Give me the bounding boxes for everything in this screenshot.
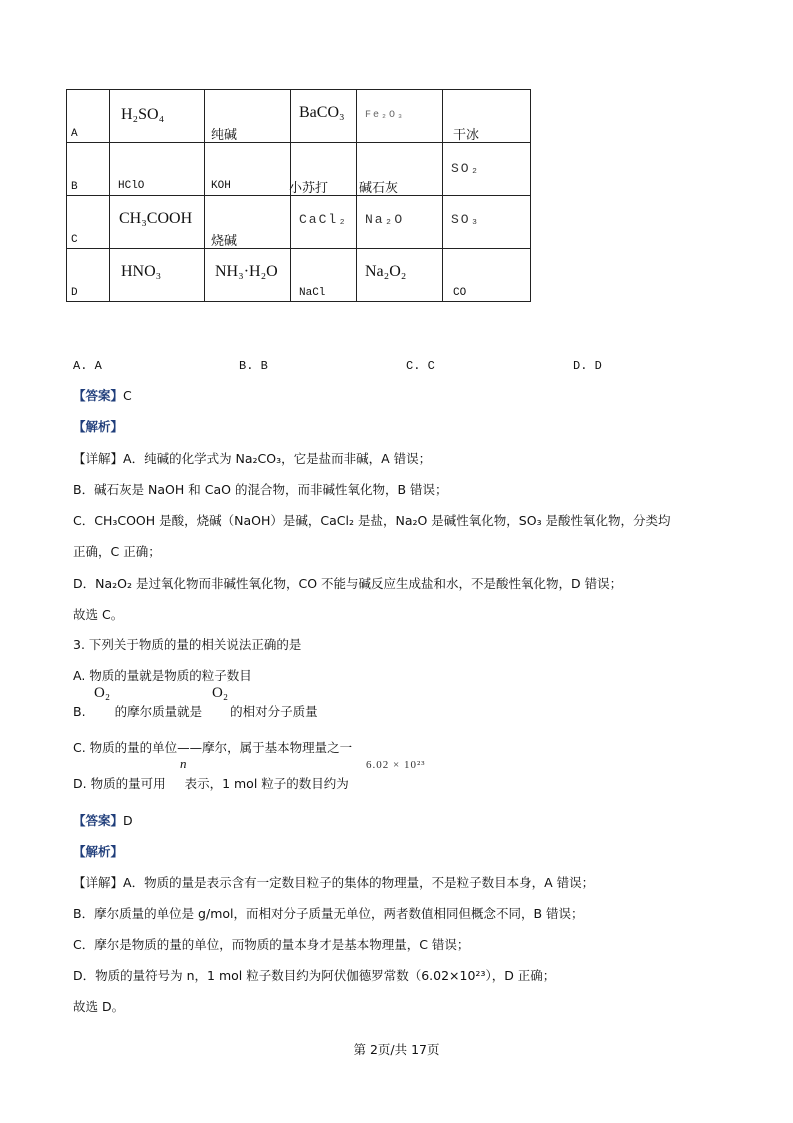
explanation-line: B．碱石灰是 NaOH 和 CaO 的混合物，而非碱性氧化物，B 错误； bbox=[73, 482, 448, 497]
table-row bbox=[67, 249, 531, 302]
explanation-line: D．Na₂O₂ 是过氧化物而非碱性氧化物，CO 不能与碱反应生成盐和水，不是酸性氧化物，D 错误； bbox=[73, 576, 623, 591]
explanation-line: C．CH₃COOH 是酸，烧碱（NaOH）是碱，CaCl₂ 是盐，Na₂O 是碱性氧化物，SO₃ 是酸性氧化物，分类均 bbox=[73, 513, 671, 528]
analysis-tag: 【解析】 bbox=[73, 844, 124, 859]
option-a: A. 物质的量就是物质的粒子数目 bbox=[73, 668, 252, 683]
formula-o2: O₂ bbox=[212, 685, 229, 701]
row-label: D bbox=[71, 287, 78, 299]
explanation-line bbox=[73, 450, 431, 468]
row-label: B bbox=[71, 181, 78, 193]
name-cell: 小苏打 bbox=[289, 181, 329, 196]
explanation-line: 故选 C。 bbox=[73, 607, 124, 622]
explanation-line: 正确，C 正确； bbox=[73, 544, 161, 559]
option-d-label: D. 物质的量可用 bbox=[73, 776, 166, 791]
explanation-line bbox=[73, 874, 594, 892]
formula-cell: Na₂O₂ bbox=[365, 263, 407, 280]
formula-cell: CaCl₂ bbox=[299, 212, 349, 227]
analysis-line bbox=[73, 418, 123, 436]
formula-cell: NaCl bbox=[299, 287, 326, 299]
formula-o2: O₂ bbox=[94, 685, 111, 701]
answer-tag: 【答案】 bbox=[73, 388, 124, 403]
formula-cell: Fe₂O₃ bbox=[365, 110, 406, 121]
explanation-line: D．物质的量符号为 n，1 mol 粒子数目约为阿伏伽德罗常数（6.02×10²³），D 正确； bbox=[73, 968, 556, 983]
name-cell: 碱石灰 bbox=[359, 181, 399, 196]
option-d-text: 表示，1 mol 粒子的数目约为 bbox=[184, 776, 349, 791]
formula-cell: HClO bbox=[118, 180, 145, 192]
name-cell: 烧碱 bbox=[211, 234, 238, 249]
option-b-text: 的相对分子质量 bbox=[230, 704, 318, 719]
choice-b: B. B bbox=[239, 359, 268, 373]
symbol-n: n bbox=[180, 756, 187, 771]
choice-d: D. D bbox=[573, 359, 602, 373]
choice-c: C. C bbox=[406, 359, 435, 373]
answer-value: D bbox=[123, 813, 133, 828]
options-table bbox=[66, 89, 531, 302]
choice-a: A. A bbox=[73, 359, 102, 373]
explanation-line: C．摩尔是物质的量的单位，而物质的量本身才是基本物理量，C 错误； bbox=[73, 937, 470, 952]
table-row bbox=[67, 143, 531, 196]
formula-cell: Na₂O bbox=[365, 212, 405, 227]
option-c: C. 物质的量的单位——摩尔，属于基本物理量之一 bbox=[73, 740, 353, 755]
formula-cell: SO₂ bbox=[451, 161, 481, 176]
explanation-line: 故选 D。 bbox=[73, 999, 125, 1014]
explanation-text: A．物质的量是表示含有一定数目粒子的集体的物理量，不是粒子数目本身，A 错误； bbox=[123, 875, 595, 890]
name-cell: 纯碱 bbox=[211, 128, 238, 143]
formula-cell: H₂SO₄ bbox=[121, 106, 165, 123]
table-row bbox=[67, 90, 531, 143]
option-b-label: B. bbox=[73, 704, 86, 719]
avogadro-number: 6.02 × 10²³ bbox=[366, 759, 426, 771]
page-footer: 第 2页/共 17页 bbox=[353, 1042, 440, 1057]
formula-cell: CO bbox=[453, 287, 467, 299]
formula-cell: KOH bbox=[211, 180, 231, 192]
answer-line bbox=[73, 387, 132, 405]
answer-tag: 【答案】 bbox=[73, 813, 124, 828]
option-d bbox=[73, 775, 349, 793]
answer-line bbox=[73, 812, 133, 830]
detail-tag: 【详解】 bbox=[73, 875, 124, 890]
formula-cell: SO₃ bbox=[451, 212, 481, 227]
table-row bbox=[67, 196, 531, 249]
formula-cell: HNO₃ bbox=[121, 263, 162, 280]
row-label: A bbox=[71, 128, 78, 140]
formula-cell: NH₃·H₂O bbox=[215, 263, 278, 280]
option-b bbox=[73, 703, 318, 721]
name-cell: 干冰 bbox=[453, 128, 480, 143]
option-b-text: 的摩尔质量就是 bbox=[114, 704, 203, 719]
question-stem: 3. 下列关于物质的量的相关说法正确的是 bbox=[73, 637, 302, 652]
analysis-line bbox=[73, 843, 123, 861]
answer-value: C bbox=[123, 388, 132, 403]
detail-tag: 【详解】 bbox=[73, 451, 124, 466]
formula-cell: BaCO₃ bbox=[299, 104, 345, 121]
explanation-line: B．摩尔质量的单位是 g/mol，而相对分子质量无单位，两者数值相同但概念不同，B 错误； bbox=[73, 906, 584, 921]
explanation-text: A．纯碱的化学式为 Na₂CO₃，它是盐而非碱，A 错误； bbox=[123, 451, 432, 466]
formula-cell: CH₃COOH bbox=[119, 210, 193, 227]
analysis-tag: 【解析】 bbox=[73, 419, 124, 434]
row-label: C bbox=[71, 234, 78, 246]
